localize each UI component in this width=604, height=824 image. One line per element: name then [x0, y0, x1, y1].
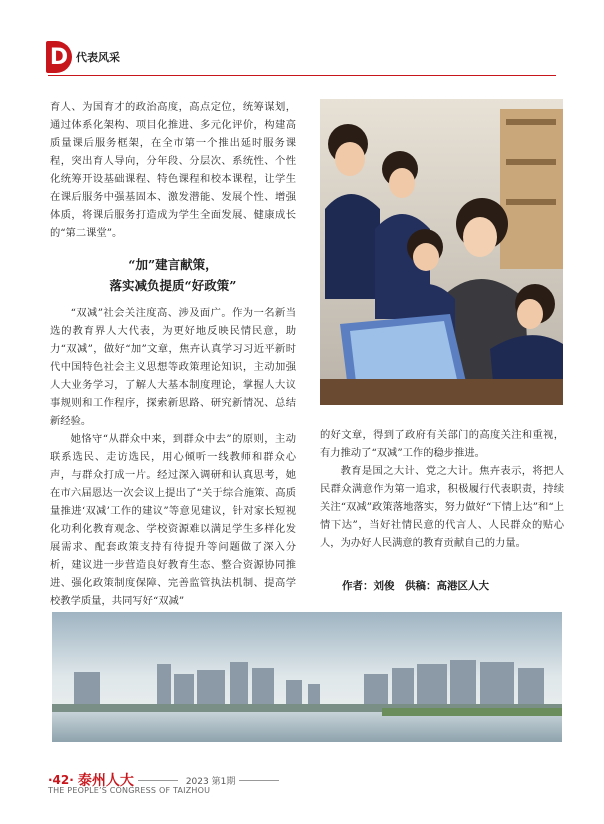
section-title: 代表风采 — [76, 51, 120, 64]
footer-divider — [138, 780, 178, 781]
skyline-illustration — [52, 612, 562, 742]
subheading-line-2: 落实减负提质“好政策” — [109, 278, 237, 293]
footer-divider — [239, 780, 279, 781]
page-number: ·42· — [48, 773, 74, 787]
magazine-name: 泰州人大 — [77, 773, 134, 789]
paragraph-text: 她恪守“从群众中来，到群众中去”的原则，主动联系选民、走访选民，用心倾听一线教师和群众心声，与群众打成一片。经过深入调研和认真思考，她在市六届恩达一次会议上提出了“关于综合施策、高质量推进‘双减’工作的建议”等意见建议，针对家长短视化功利化教育观念、学校资源难以满足学生多样化发展需求、配套政策支持有待提升等问题做了深入分析，建议进一步营造良好教育生态、整合资源协同推进、强化政策制度保障、完善监管执法机制、提高学校教学质量，共同写好“双减” — [50, 433, 296, 607]
subheading — [50, 254, 296, 296]
article-paragraph-intro — [50, 98, 296, 242]
paragraph-text: 教育是国之大计、党之大计。焦卉表示，将把人民群众满意作为第一追求，积极履行代表职责，持续关注“双减”政策落地落实，努力做好“下情上达”和“上情下达”，当好社情民意的代言人、人民群众的贴心人，为办好人民满意的教育贡献自己的力量。 — [320, 465, 564, 549]
subheading-line-1: “加”建言献策， — [128, 257, 218, 272]
paragraph-text: 的好文章，得到了政府有关部门的高度关注和重视，有力推动了“双减”工作的稳步推进。 — [320, 429, 564, 459]
paragraph-text: “双减”社会关注度高、涉及面广。作为一名新当选的教育界人大代表，为更好地反映民情民意，助力“双减”，做好“加”文章，焦卉认真学习习近平新时代中国特色社会主义思想等政策理论知识，主动加强人大业务学习，了解人大基本制度理论，掌握人大议事规则和工作程序，探索新思路、研究新情况、总结新经验。 — [50, 307, 296, 427]
header-divider — [48, 75, 556, 76]
city-skyline-photo — [52, 612, 562, 742]
section-header — [46, 40, 120, 74]
byline: 作者：刘俊 供稿：高港区人大 — [342, 580, 489, 592]
article-right-column — [320, 426, 564, 552]
photo-illustration — [320, 99, 563, 405]
article-photo — [320, 99, 563, 405]
article-left-column — [50, 304, 296, 610]
magazine-english-name: THE PEOPLE’S CONGRESS OF TAIZHOU — [48, 786, 211, 795]
issue-label: 2023 第1期 — [185, 776, 236, 787]
paragraph-text: 育人、为国育才的政治高度，高点定位，统筹谋划，通过体系化架构、项目化推进、多元化评价，构建高质量课后服务框架，在全市第一个推出延时服务课程，突出育人导向，分年段、分层次、系统性、个性化统筹开设基础课程、特色课程和校本课程，让学生在课后服务中强基固本、激发潜能、发展个性、增强体质，将课后服务打造成为学生全面发展、健康成长的“第二课堂”。 — [50, 101, 296, 239]
section-letter-badge: D — [46, 41, 72, 73]
